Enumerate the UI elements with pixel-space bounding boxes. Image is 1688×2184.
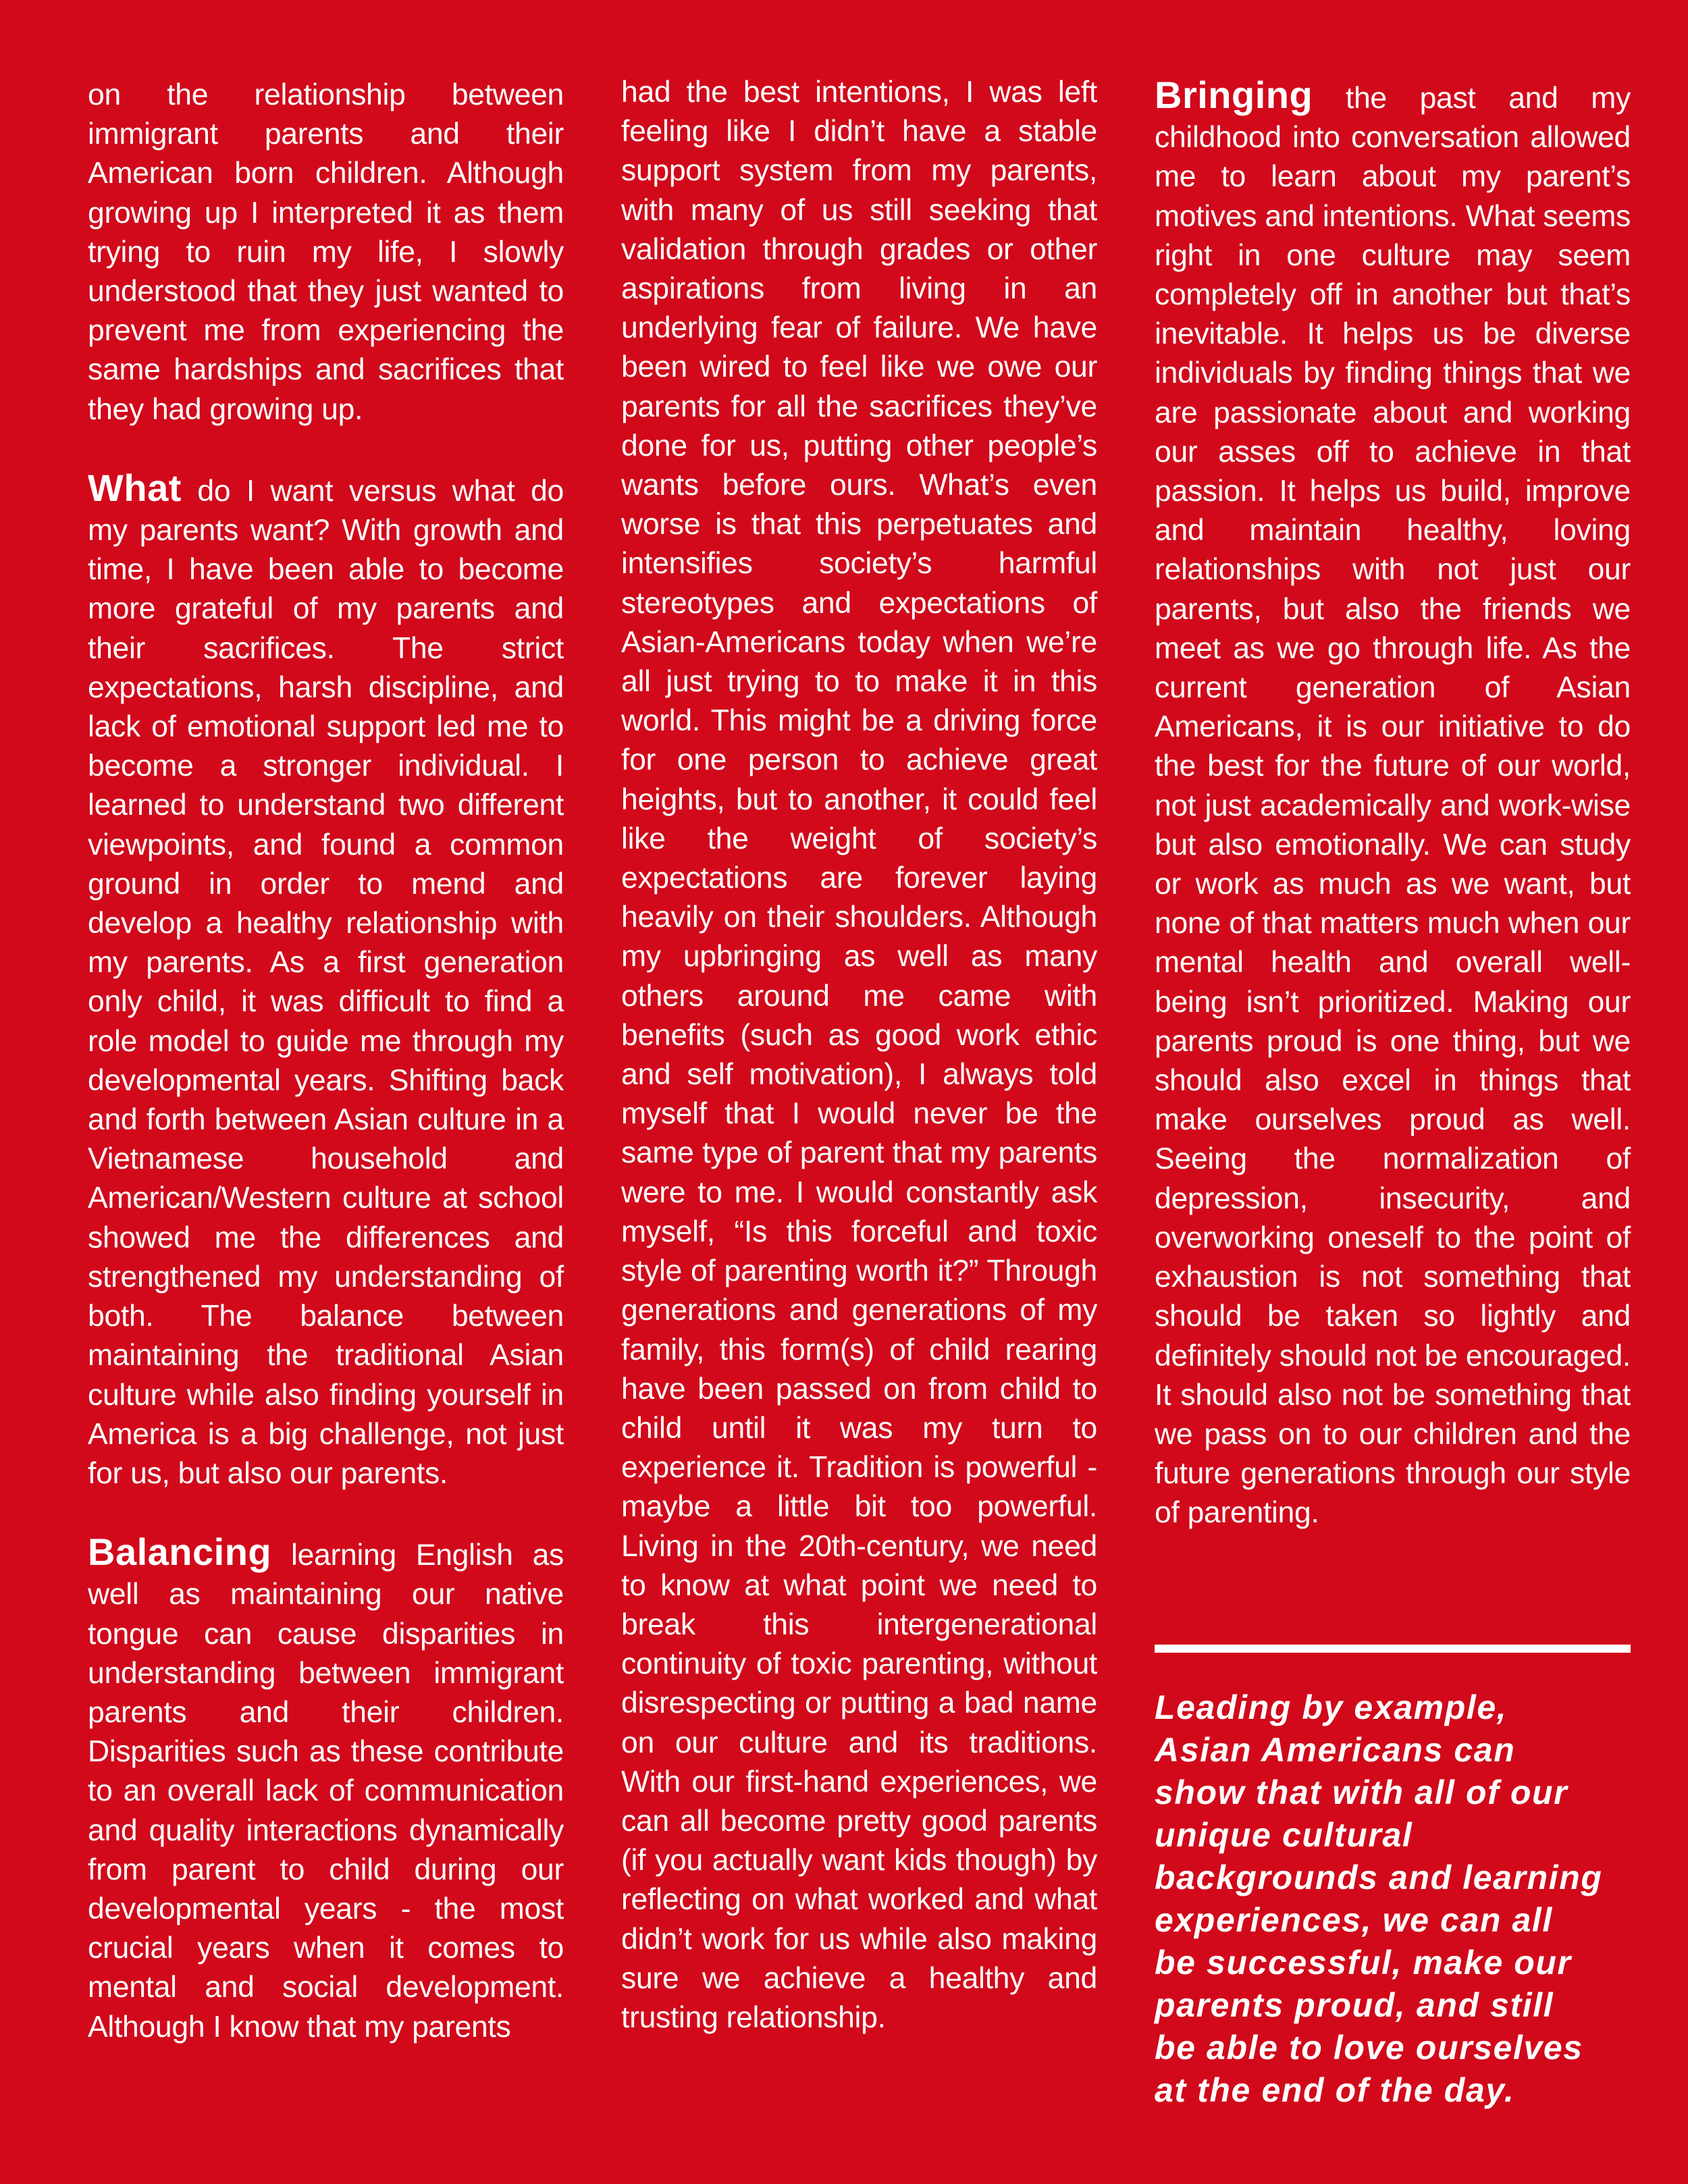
pull-quote-line: be successful, make our	[1155, 1944, 1572, 1981]
article-column-1	[88, 76, 564, 2047]
pull-quote-line: Asian Americans can	[1155, 1731, 1516, 1769]
section-divider	[1155, 1645, 1631, 1653]
paragraph-text: do I want versus what do my parents want? With growth and time, I have been able to become more grateful of my parents and their sacrifices. The strict expectations, harsh discipline, and lack of emotional support led me to become a stronger individual. I learned to understand two different viewpoints, and found a common ground in order to mend and develop a healthy relationship with my parents. As a first generation only child, it was difficult to find a role model to guide me through my developmental years. Shifting back and forth between Asian culture in a Vietnamese household and American/Western culture at school showed me the differences and strengthened my understanding of both. The balance between maintaining the traditional Asian culture while also finding yourself in America is a big challenge, not just for us, but also our parents.	[88, 474, 564, 1490]
pull-quote-line: backgrounds and learning	[1155, 1859, 1603, 1896]
pull-quote-line: at the end of the day.	[1155, 2071, 1515, 2109]
pull-quote	[1155, 1686, 1641, 2112]
pull-quote-line: experiences, we can all	[1155, 1901, 1553, 1939]
paragraph-text: the past and my childhood into conversation allowed me to learn about my parent’s motives and intentions. What seems right in one culture may seem completely off in another but that’s inevitable. It helps us be diverse individuals by finding things that we are passionate about and working our asses off to achieve in that passion. It helps us build, improve and maintain healthy, loving relationships with not just our parents, but also the friends we meet as we go through life. As the current generation of Asian Americans, it is our initiative to do the best for the future of our world, not just academically and work-wise but also emotionally. We can study or work as much as we want, but none of that matters much when our mental health and overall well- being isn’t prioritized. Making our parents proud is one thing, but we should also excel in things that make ourselves proud as well. Seeing the normalization of depression, insecurity, and overworking oneself to the point of exhaustion is not something that should be taken so lightly and definitely should not be encouraged. It should also not be something that we pass on to our children and the future generations through our style of parenting.	[1155, 82, 1631, 1530]
pull-quote-line: Leading by example,	[1155, 1688, 1508, 1726]
lead-word: What	[88, 466, 182, 509]
lead-word: Bringing	[1155, 74, 1313, 116]
paragraph	[88, 1530, 564, 2047]
pull-quote-line: show that with all of our	[1155, 1774, 1568, 1811]
lead-word: Balancing	[88, 1530, 272, 1574]
paragraph-text: learning English as well as maintaining our native tongue can cause disparities in understanding between immigrant parents and their children. Disparities such as these contribute to an overall lack of communication and quality interactions dynamically from parent to child during our developmental years - the most crucial years when it comes to mental and social development. Although I know that my parents	[88, 1539, 564, 2044]
paragraph-text: on the relationship between immigrant parents and their American born children. Although growing up I interpreted it as them trying to ruin my life, I slowly understood that they just wanted to prevent me from experiencing the same hardships and sacrifices that they had growing up.	[88, 78, 564, 426]
paragraph	[1155, 76, 1631, 1533]
paragraph	[88, 466, 564, 1493]
article-column-2	[621, 73, 1097, 2037]
article-column-3	[1155, 76, 1631, 1533]
paragraph	[88, 76, 564, 429]
pull-quote-line: be able to love ourselves	[1155, 2029, 1583, 2067]
paragraph	[621, 73, 1097, 2037]
pull-quote-line: unique cultural	[1155, 1816, 1413, 1854]
pull-quote-line: parents proud, and still	[1155, 1986, 1554, 2024]
paragraph-text: had the best intentions, I was left feeling like I didn’t have a stable support system from my parents, with many of us still seeking that validation through grades or other aspirations from living in an underlying fear of failure. We have been wired to feel like we owe our parents for all the sacrifices they’ve done for us, putting other people’s wants before ours. What’s even worse is that this perpetuates and intensifies society’s harmful stereotypes and expectations of Asian-Americans today when we’re all just trying to to make it in this world. This might be a driving force for one person to achieve great heights, but to another, it could feel like the weight of society’s expectations are forever laying heavily on their shoulders. Although my upbringing as well as many others around me came with benefits (such as good work ethic and self motivation), I always told myself that I would never be the same type of parent that my parents were to me. I would constantly ask myself, “Is this forceful and toxic style of parenting worth it?” Through generations and generations of my family, this form(s) of child rearing have been passed on from child to child until it was my turn to experience it. Tradition is powerful - maybe a little bit too powerful. Living in the 20th-century, we need to know at what point we need to break this intergenerational continuity of toxic parenting, without disrespecting or putting a bad name on our culture and its traditions. With our first-hand experiences, we can all become pretty good parents (if you actually want kids though) by reflecting on what worked and what didn’t work for us while also making sure we achieve a healthy and trusting relationship.	[621, 76, 1097, 2034]
